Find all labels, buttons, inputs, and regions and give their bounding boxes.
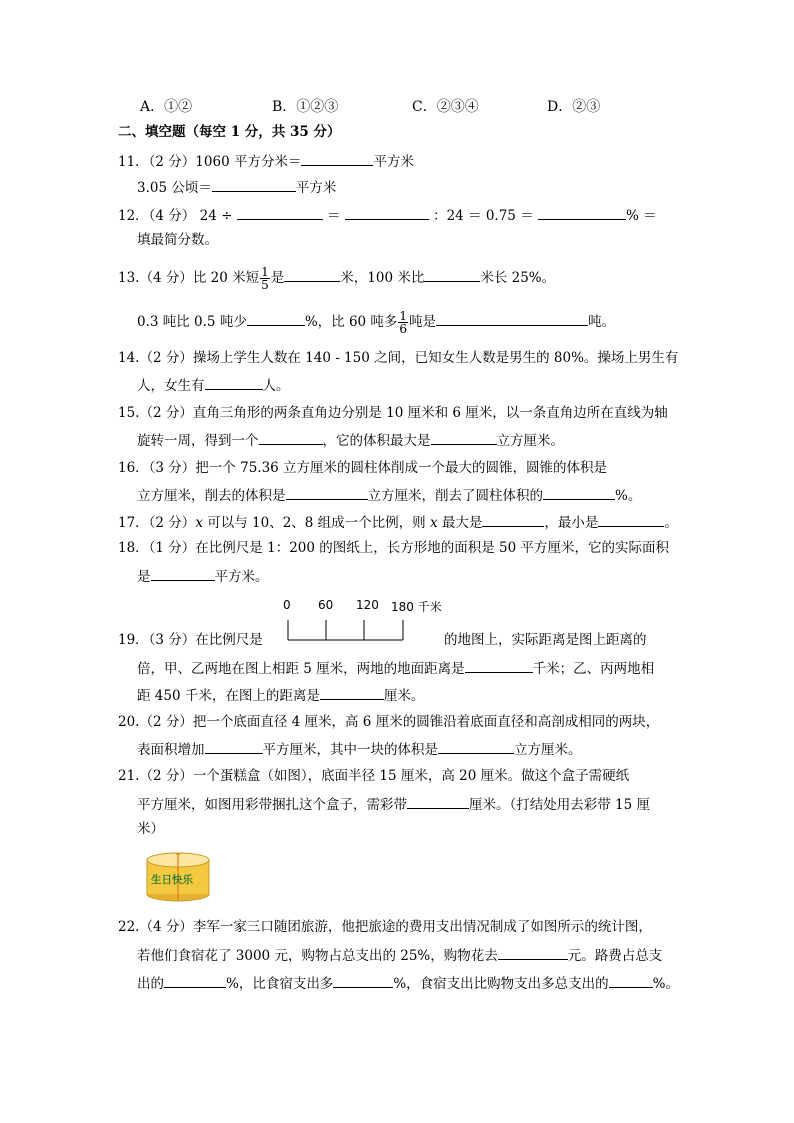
blank[interactable] [438,739,514,754]
question-22-line-3: 出的 %，比食宿支出多 %，食宿支出比购物支出多总支出的 %。 [137,973,679,993]
question-11-line-1: 11．（2 分）1060 平方分米＝ 平方米 [118,151,414,171]
fraction-one-sixth: $\frac{1}{6}$ [399,309,408,336]
question-20-line-2: 表面积增加 平方厘米，其中一块的体积是 立方厘米。 [137,739,582,759]
blank[interactable] [424,267,480,282]
blank[interactable] [345,205,429,220]
scale-label-120: 120 [356,598,379,612]
blank[interactable] [498,945,568,960]
blank[interactable] [247,311,305,326]
question-19-line-1-b: 的地图上，实际距离是图上距离的 [444,632,647,648]
scale-label-60: 60 [318,598,334,612]
question-14-line-2: 人，女生有 人。 [137,375,290,395]
blank[interactable] [151,566,215,581]
question-19-line-2: 倍，甲、乙两地在图上相距 5 厘米，两地的地面距离是 千米；乙、丙两地相 [137,658,654,678]
question-21-line-1: 21.（2 分）一个蛋糕盒（如图），底面半径 15 厘米，高 20 厘米。做这个盒子需硬纸 [118,768,630,784]
question-17: 17．（2 分）x 可以与 10、2、8 组成一个比例，则 x 最大是 ，最小是 。 [118,512,678,532]
question-11-line-2: 3.05 公顷＝ 平方米 [137,177,336,197]
blank[interactable] [333,973,393,988]
question-22-line-1: 22.（4 分）李军一家三口随团旅游，他把旅途的费用支出情况制成了如图所示的统计图， [118,919,652,935]
choice-c: C．②③④ [412,99,479,115]
blank[interactable] [301,151,373,166]
question-12-line-1: 12．（4 分） 24 ÷ ＝ ：24 ＝ 0.75 ＝ % ＝ [118,205,657,225]
blank[interactable] [609,973,653,988]
blank[interactable] [598,512,664,527]
blank[interactable] [436,311,588,326]
blank[interactable] [237,205,323,220]
question-16-line-2: 立方厘米，削去的体积是 立方厘米，削去了圆柱体积的 %。 [137,485,641,505]
scale-label-180: 180 千米 [391,600,442,614]
scale-label-0: 0 [283,598,291,612]
question-14-line-1: 14.（2 分）操场上学生人数在 140 - 150 之间，已知女生人数是男生的 80%。操场上男生有 [118,350,679,366]
fraction-one-fifth: $\frac{1}{5}$ [261,265,269,292]
cake-box-image [144,850,212,902]
blank[interactable] [286,485,368,500]
question-21-line-2: 平方厘米，如图用彩带捆扎这个盒子，需彩带 厘米。（打结处用去彩带 15 厘 [137,794,650,814]
blank[interactable] [407,794,469,809]
choice-a: A．①② [140,99,193,115]
section-heading: 二、填空题（每空 1 分，共 35 分） [118,124,341,140]
question-13-line-2: 0.3 吨比 0.5 吨少 %，比 60 吨多 $\frac{1}{6}$ 吨是 吨。 [137,309,616,336]
blank[interactable] [212,177,296,192]
question-19-line-3: 距 450 千米，在图上的距离是 厘米。 [137,685,424,705]
blank[interactable] [164,973,226,988]
question-16-line-1: 16．（3 分）把一个 75.36 立方厘米的圆柱体削成一个最大的圆锥，圆锥的体积是 [118,460,608,476]
blank[interactable] [431,430,497,445]
question-20-line-1: 20.（2 分）把一个底面直径 4 厘米，高 6 厘米的圆锥沿着底面直径和高剖成相同的两块， [118,714,660,730]
blank[interactable] [465,658,533,673]
question-18-line-1: 18．（1 分）在比例尺是 1：200 的图纸上，长方形地的面积是 50 平方厘米，它的实际面积 [118,540,670,556]
blank[interactable] [284,267,340,282]
scale-bar [286,620,408,642]
blank[interactable] [259,430,323,445]
cake-label: 生日快乐 [151,874,193,886]
question-15-line-2: 旋转一周，得到一个 ，它的体积最大是 立方厘米。 [137,430,564,450]
blank[interactable] [320,685,384,700]
question-21-line-3: 米） [137,821,164,837]
blank[interactable] [538,205,626,220]
question-22-line-2: 若他们食宿花了 3000 元，购物占总支出的 25%，购物花去 元。路费占总支 [137,945,662,965]
question-13-line-1: 13.（4 分）比 20 米短 $\frac{1}{5}$ 是 米，100 米比 米长 25%。 [118,265,556,292]
blank[interactable] [205,739,263,754]
choice-d: D．②③ [547,99,601,115]
question-19-line-1-a: 19．（3 分）在比例尺是 [118,632,263,648]
choice-b: B．①②③ [272,99,339,115]
blank[interactable] [543,485,615,500]
question-15-line-1: 15.（2 分）直角三角形的两条直角边分别是 10 厘米和 6 厘米，以一条直角边所在直线为轴 [118,405,668,421]
question-18-line-2: 是 平方米。 [137,566,269,586]
blank[interactable] [482,512,544,527]
question-12-line-2: 填最简分数。 [137,232,218,248]
blank[interactable] [205,375,263,390]
